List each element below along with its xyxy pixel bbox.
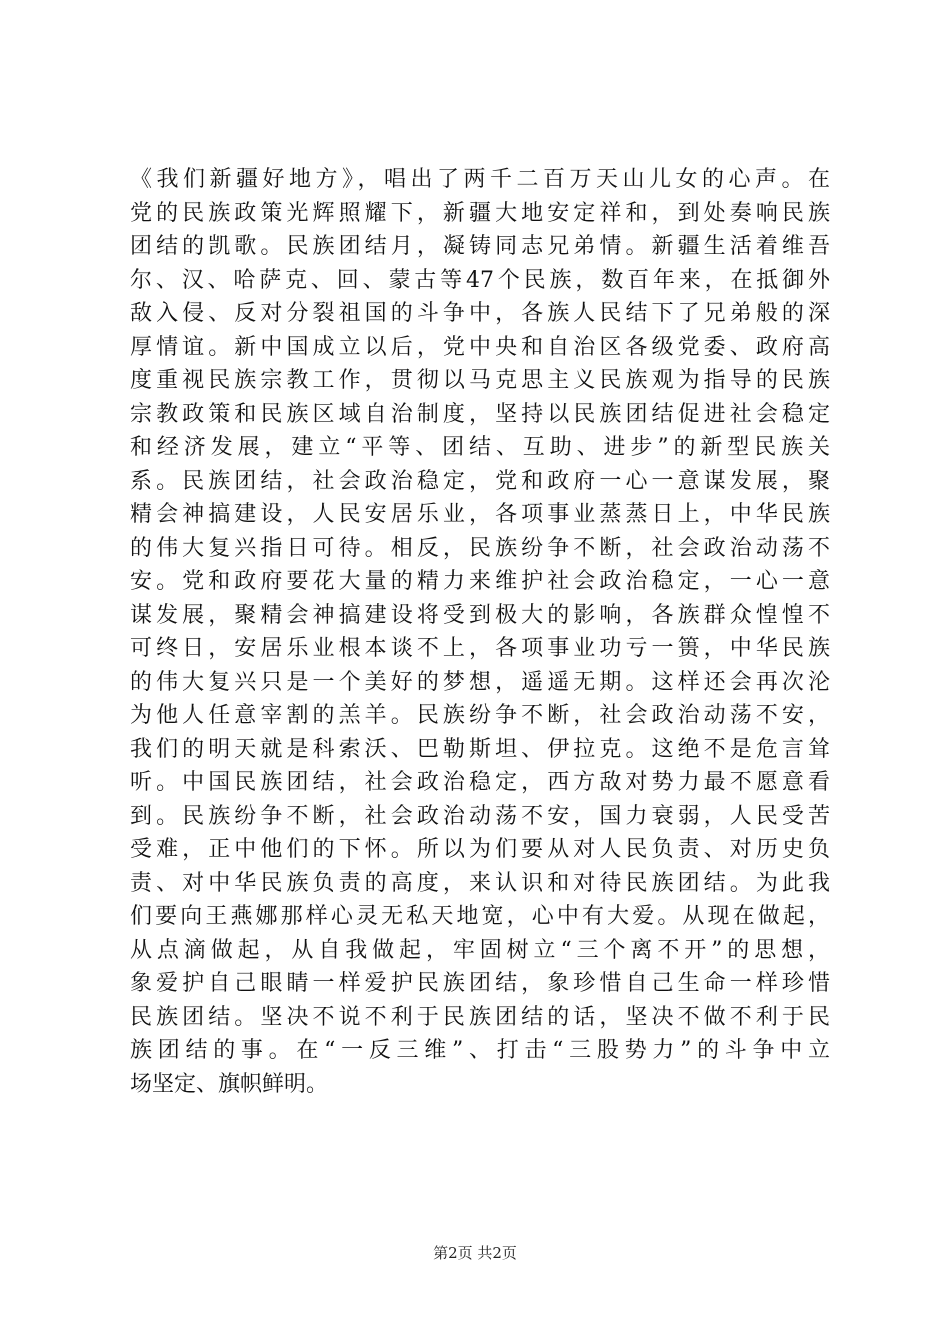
text-line: 责、对中华民族负责的高度，来认识和对待民族团结。为此我 (130, 870, 830, 896)
text-line: 我们的明天就是科索沃、巴勒斯坦、伊拉克。这绝不是危言耸 (130, 736, 830, 762)
text-line: 受难，正中他们的下怀。所以为们要从对人民负责、对历史负 (130, 837, 830, 862)
text-line: 民族团结。坚决不说不利于民族团结的话，坚决不做不利于民 (130, 1004, 830, 1030)
text-line: 度重视民族宗教工作，贯彻以马克思主义民族观为指导的民族 (130, 368, 830, 393)
text-line: 宗教政策和民族区域自治制度，坚持以民族团结促进社会稳定 (130, 401, 830, 427)
text-line: 系。民族团结，社会政治稳定，党和政府一心一意谋发展，聚 (130, 468, 830, 494)
text-line: 谋发展，聚精会神搞建设将受到极大的影响，各族群众惶惶不 (130, 602, 830, 628)
body-paragraph (130, 163, 830, 1101)
text-line: 为他人任意宰割的羔羊。民族纷争不断，社会政治动荡不安， (130, 703, 830, 728)
text-line: 到。民族纷争不断，社会政治动荡不安，国力衰弱，人民受苦 (130, 803, 830, 829)
page-number-footer: 第2页 共2页 (433, 1244, 517, 1262)
text-line: 安。党和政府要花大量的精力来维护社会政治稳定，一心一意 (130, 569, 830, 594)
text-line: 和经济发展，建立“平等、团结、互助、进步”的新型民族关 (130, 435, 830, 460)
text-line-last: 场坚定、旗帜鲜明。 (130, 1071, 329, 1097)
text-line: 的伟大复兴只是一个美好的梦想，遥遥无期。这样还会再次沦 (130, 669, 830, 695)
text-line: 尔、汉、哈萨克、回、蒙古等47个民族，数百年来，在抵御外 (130, 267, 830, 293)
text-line: 从点滴做起，从自我做起，牢固树立“三个离不开”的思想， (130, 937, 830, 963)
text-line: 厚情谊。新中国成立以后，党中央和自治区各级党委、政府高 (130, 334, 830, 360)
text-line: 《我们新疆好地方》，唱出了两千二百万天山儿女的心声。在 (130, 167, 830, 192)
text-line: 团结的凯歌。民族团结月，凝铸同志兄弟情。新疆生活着维吾 (130, 234, 830, 259)
text-line: 们要向王燕娜那样心灵无私天地宽，心中有大爱。从现在做起， (130, 904, 830, 929)
text-line: 精会神搞建设，人民安居乐业，各项事业蒸蒸日上，中华民族 (130, 502, 830, 527)
text-line: 族团结的事。在“一反三维”、打击“三股势力”的斗争中立 (130, 1038, 830, 1063)
text-line: 可终日，安居乐业根本谈不上，各项事业功亏一篑，中华民族 (130, 636, 830, 661)
text-line: 党的民族政策光辉照耀下，新疆大地安定祥和，到处奏响民族 (130, 200, 830, 226)
text-line: 听。中国民族团结，社会政治稳定，西方敌对势力最不愿意看 (130, 770, 830, 795)
text-line: 的伟大复兴指日可待。相反，民族纷争不断，社会政治动荡不 (130, 535, 830, 561)
text-line: 敌入侵、反对分裂祖国的斗争中，各族人民结下了兄弟般的深 (130, 301, 830, 326)
text-line: 象爱护自己眼睛一样爱护民族团结，象珍惜自己生命一样珍惜 (130, 971, 830, 996)
